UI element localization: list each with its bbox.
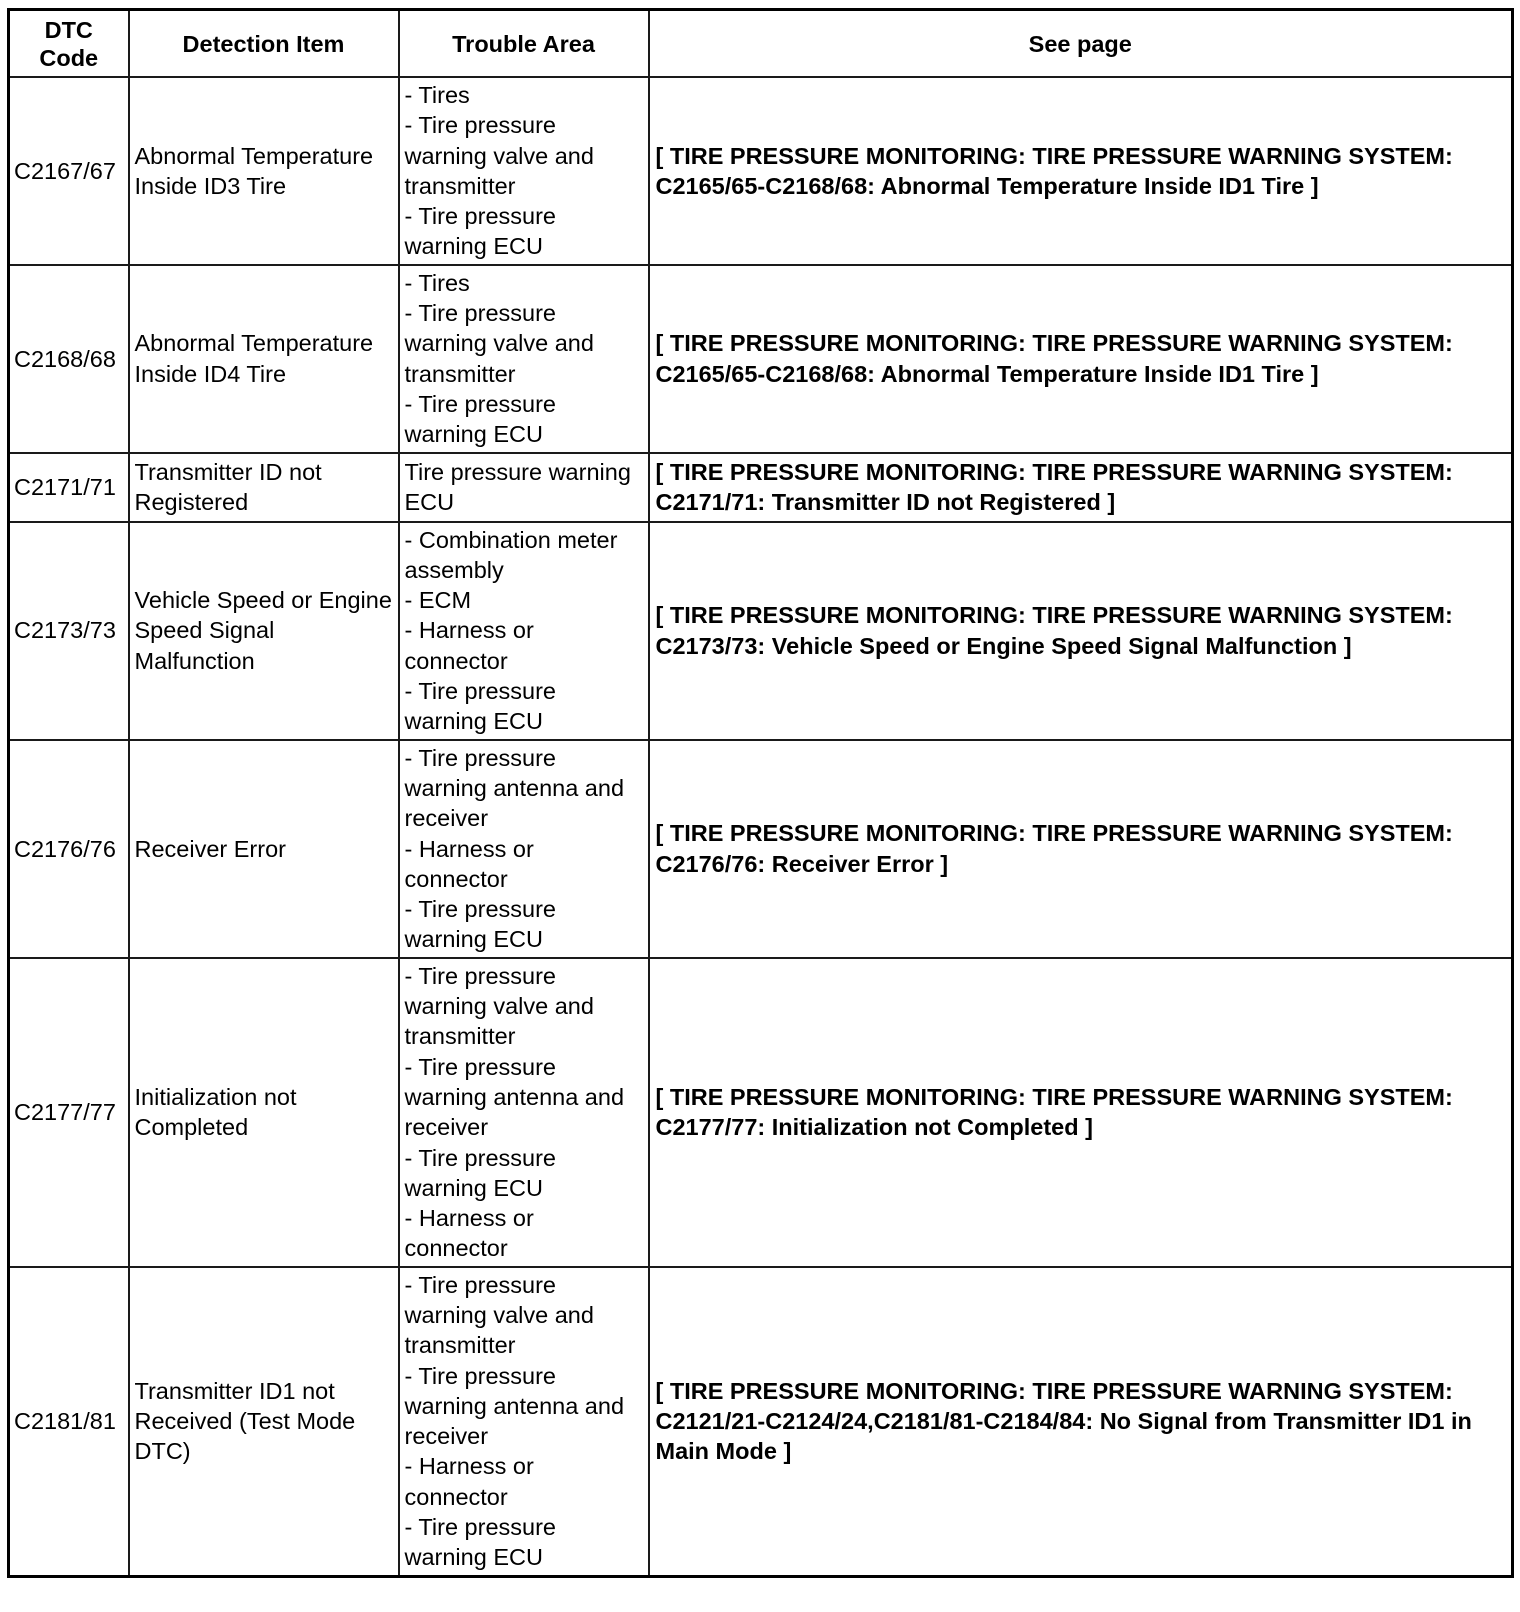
see-page-link[interactable]: [ TIRE PRESSURE MONITORING: TIRE PRESSURE WARNING SYSTEM: C2165/65-C2168/68: Abnormal Temperature Inside ID1 Tire ] — [655, 330, 1453, 387]
see-page-cell — [649, 453, 1513, 522]
trouble-area-cell — [399, 265, 649, 453]
detection-item-cell: Initialization not Completed — [129, 958, 399, 1267]
trouble-area-item: - Harness or connector — [404, 835, 534, 892]
header-row — [9, 10, 1513, 78]
detection-item-cell: Transmitter ID1 not Received (Test Mode DTC) — [129, 1267, 399, 1576]
table-row — [9, 522, 1513, 740]
trouble-area-item: - Tire pressure warning valve and transmitter — [404, 962, 594, 1050]
trouble-area-cell — [399, 958, 649, 1267]
trouble-area-item: - Tire pressure warning ECU — [404, 390, 556, 448]
trouble-area-item: - Tire pressure warning ECU — [404, 203, 556, 260]
trouble-area-item: - Tires — [404, 269, 470, 296]
dtc-code-cell: C2168/68 — [9, 265, 129, 453]
see-page-link[interactable]: [ TIRE PRESSURE MONITORING: TIRE PRESSURE WARNING SYSTEM: C2121/21-C2124/24,C2181/81-C2184/84: No Signal from Transmitter ID1 in Main Mode ] — [655, 1377, 1472, 1465]
trouble-area-item: - Harness or connector — [404, 1453, 534, 1510]
trouble-area-cell — [399, 453, 649, 522]
dtc-code-cell: C2173/73 — [9, 522, 129, 740]
table-row — [9, 265, 1513, 453]
trouble-area-item: - Tire pressure warning antenna and receiver — [404, 744, 625, 832]
header-trouble-area: Trouble Area — [399, 10, 649, 78]
table-row — [9, 453, 1513, 522]
see-page-cell — [649, 77, 1513, 265]
trouble-area-cell — [399, 740, 649, 958]
dtc-code-cell: C2176/76 — [9, 740, 129, 958]
see-page-cell — [649, 958, 1513, 1267]
header-see-page: See page — [649, 10, 1513, 78]
trouble-area-item: - Tire pressure warning ECU — [404, 1144, 556, 1201]
see-page-cell — [649, 1267, 1513, 1576]
see-page-link[interactable]: [ TIRE PRESSURE MONITORING: TIRE PRESSURE WARNING SYSTEM: C2173/73: Vehicle Speed or Engine Speed Signal Malfunction ] — [655, 602, 1453, 659]
trouble-area-cell — [399, 77, 649, 265]
trouble-area-item: - Tire pressure warning valve and transmitter — [404, 112, 594, 199]
detection-item-cell: Abnormal Temperature Inside ID4 Tire — [129, 265, 399, 453]
see-page-link[interactable]: [ TIRE PRESSURE MONITORING: TIRE PRESSURE WARNING SYSTEM: C2165/65-C2168/68: Abnormal Temperature Inside ID1 Tire ] — [655, 142, 1453, 199]
dtc-code-cell: C2177/77 — [9, 958, 129, 1267]
trouble-area-item: - Tire pressure warning antenna and receiver — [404, 1362, 625, 1450]
dtc-table — [7, 8, 1514, 1578]
trouble-area-cell — [399, 1267, 649, 1576]
see-page-link[interactable]: [ TIRE PRESSURE MONITORING: TIRE PRESSURE WARNING SYSTEM: C2177/77: Initialization not Completed ] — [655, 1083, 1453, 1141]
see-page-cell — [649, 265, 1513, 453]
trouble-area-item: - Tire pressure warning valve and transmitter — [404, 300, 594, 387]
header-dtc-code: DTC Code — [9, 10, 129, 78]
detection-item-cell: Receiver Error — [129, 740, 399, 958]
see-page-cell — [649, 522, 1513, 740]
dtc-code-cell: C2171/71 — [9, 453, 129, 522]
see-page-link[interactable]: [ TIRE PRESSURE MONITORING: TIRE PRESSURE WARNING SYSTEM: C2171/71: Transmitter ID not Registered ] — [655, 458, 1453, 516]
trouble-area-item: - Harness or connector — [404, 617, 534, 674]
trouble-area-cell — [399, 522, 649, 740]
detection-item-cell: Transmitter ID not Registered — [129, 453, 399, 522]
dtc-code-cell: C2167/67 — [9, 77, 129, 265]
detection-item-cell: Vehicle Speed or Engine Speed Signal Malfunction — [129, 522, 399, 740]
trouble-area-item: - ECM — [404, 587, 472, 614]
header-detection-item: Detection Item — [129, 10, 399, 78]
trouble-area-item: - Tire pressure warning ECU — [404, 678, 556, 735]
trouble-area-item: - Tire pressure warning antenna and receiver — [404, 1053, 625, 1141]
trouble-area-item: - Combination meter assembly — [404, 526, 618, 583]
table-row — [9, 958, 1513, 1267]
trouble-area-item: - Tire pressure warning ECU — [404, 896, 556, 953]
table-row — [9, 1267, 1513, 1576]
table-row — [9, 740, 1513, 958]
trouble-area-item: - Harness or connector — [404, 1205, 534, 1262]
dtc-code-cell: C2181/81 — [9, 1267, 129, 1576]
trouble-area-item: Tire pressure warning ECU — [404, 458, 631, 516]
see-page-link[interactable]: [ TIRE PRESSURE MONITORING: TIRE PRESSURE WARNING SYSTEM: C2176/76: Receiver Error ] — [655, 820, 1453, 877]
trouble-area-item: - Tires — [404, 82, 470, 108]
table-row — [9, 77, 1513, 265]
see-page-cell — [649, 740, 1513, 958]
dtc-table-body — [9, 77, 1513, 1576]
trouble-area-item: - Tire pressure warning ECU — [404, 1514, 556, 1571]
detection-item-cell: Abnormal Temperature Inside ID3 Tire — [129, 77, 399, 265]
trouble-area-item: - Tire pressure warning valve and transmitter — [404, 1271, 594, 1359]
